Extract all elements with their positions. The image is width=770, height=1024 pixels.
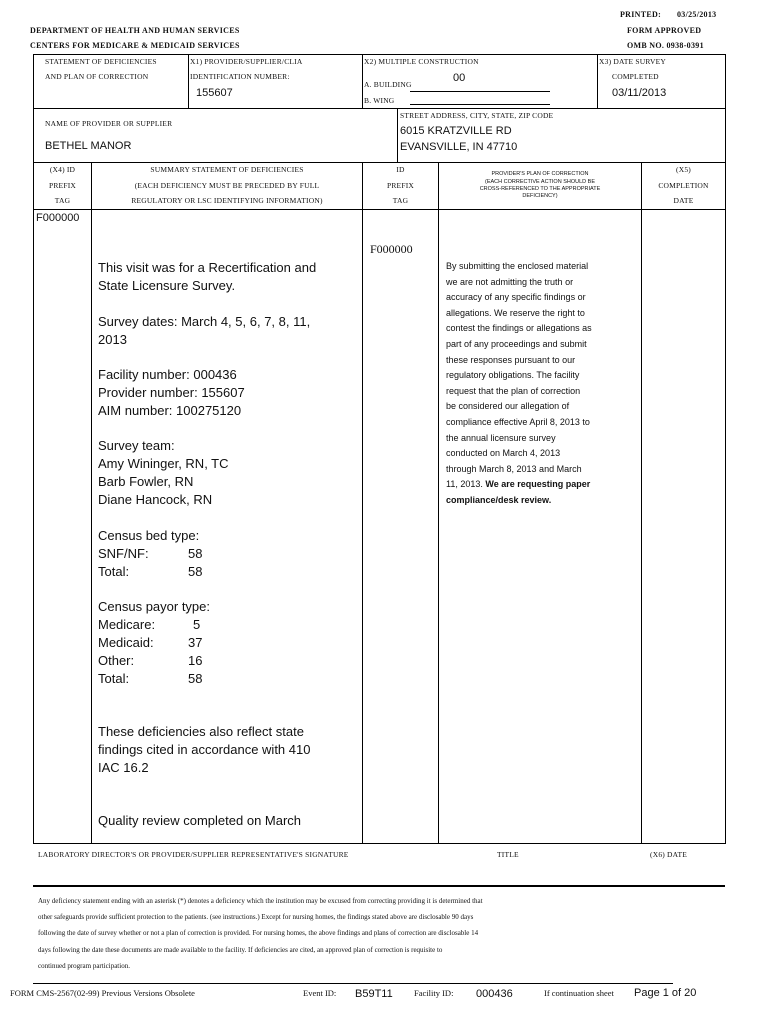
poc-line: accuracy of any specific findings or [446,292,586,303]
facility-id-value: 000436 [476,988,513,1000]
id-label-1: ID [396,165,405,174]
poc-line: By submitting the enclosed material [446,261,589,271]
deficiencies-line: findings cited in accordance with 410 [98,742,311,757]
facility-number: Facility number: 000436 [98,367,237,382]
address-line-2: EVANSVILLE, IN 47710 [400,141,518,153]
disclaimer-line: other safeguards provide sufficient protection to the patients. (see instructions.) Except for nursing homes, the findings stated above are disclosable 90 days [38,913,474,922]
survey-team [98,437,229,509]
provider-name-label: NAME OF PROVIDER OR SUPPLIER [45,119,173,128]
title-label: TITLE [497,850,519,859]
aim-number: AIM number: 100275120 [98,403,242,418]
poc-line: part of any proceedings and submit [446,338,587,349]
census-row: Other: 16 [98,653,203,668]
team-member: Amy Wininger, RN, TC [98,456,229,471]
poc-line: request that the plan of correction [446,385,581,396]
poc-line: we are not admitting the truth or [446,276,574,287]
printed-label: PRINTED: [620,10,662,19]
disclaimer-line: days following the date these documents are made available to the facility. If deficiencies are cited, an approved plan of correction is requisite to [38,945,443,954]
poc-line: these responses pursuant to our [446,354,576,365]
x5-label-2: COMPLETION [658,181,709,190]
printed-date: 03/25/2013 [677,10,717,19]
x5-label-1: (X5) [676,165,691,174]
x2-label: X2) MULTIPLE CONSTRUCTION [364,57,479,66]
building-label: A. BUILDING [364,80,412,89]
omb-number: OMB NO. 0938-0391 [627,41,704,50]
department-title: DEPARTMENT OF HEALTH AND HUMAN SERVICES [30,26,240,35]
census-bed [98,527,202,581]
census-payor [98,598,210,688]
disclaimer-line: following the date of survey whether or not a plan of correction is provided. For nursing homes, the above findings and plans of correction are disclosable 14 [38,929,479,938]
poc-line: compliance effective April 8, 2013 to [446,416,590,427]
poc-label-3: CROSS-REFERENCED TO THE APPROPRIATE [479,186,601,192]
plan-of-correction-text [446,259,616,509]
address-line-1: 6015 KRATZVILLE RD [400,125,512,137]
building-value: 00 [453,72,466,84]
deficiencies-paragraph [98,723,310,777]
deficiencies-line: These deficiencies also reflect state [98,724,304,739]
census-payor-label: Census payor type: [98,599,211,614]
wing-label: B. WING [364,96,395,105]
right-prefix-tag: F000000 [370,242,413,256]
poc-line: compliance/desk review. [446,494,552,505]
poc-line: the annual licensure survey [446,432,556,443]
provider-number: Provider number: 155607 [98,385,245,400]
form-approved: FORM APPROVED [627,26,702,35]
team-member: Barb Fowler, RN [98,474,194,489]
disclaimer-line: continued program participation. [38,961,130,970]
form-number: FORM CMS-2567(02-99) Previous Versions Obsolete [10,988,195,998]
x5-label-3: DATE [673,196,694,205]
x3-label-2: COMPLETED [612,72,659,81]
intro-line: State Licensure Survey. [98,278,236,293]
statement-label-2: AND PLAN OF CORRECTION [45,72,149,81]
poc-label-1: PROVIDER'S PLAN OF CORRECTION [491,171,589,177]
provider-id: 155607 [196,87,233,99]
poc-line: contest the findings or allegations as [446,323,592,334]
poc-line: 11, 2013. We are requesting paper [446,479,591,490]
survey-team-label: Survey team: [98,438,175,453]
continuation-label: If continuation sheet [544,988,614,998]
poc-label-2: (EACH CORRECTIVE ACTION SHOULD BE [484,179,596,185]
deficiencies-line: IAC 16.2 [98,760,149,775]
x4-label-3: TAG [54,196,71,205]
x1-label-1: X1) PROVIDER/SUPPLIER/CLIA [190,57,303,66]
x4-label-2: PREFIX [48,181,77,190]
page-number: Page 1 of 20 [634,987,697,999]
provider-name: BETHEL MANOR [45,140,132,152]
event-id-value: B59T11 [355,988,393,1000]
disclaimer-line: Any deficiency statement ending with an asterisk (*) denotes a deficiency which the institution may be excused from correcting providing it is determined that [38,897,483,905]
left-prefix-tag: F000000 [36,212,80,224]
census-row: Medicare: 5 [98,617,201,632]
survey-dates-line: 2013 [98,332,127,347]
poc-label-4: DEFICIENCY) [522,193,558,199]
x1-label-2: IDENTIFICATION NUMBER: [190,72,290,81]
summary-label-2: (EACH DEFICIENCY MUST BE PRECEDED BY FULL [134,181,320,190]
statement-label-1: STATEMENT OF DEFICIENCIES [45,57,157,66]
intro-paragraph [98,259,316,295]
quality-review: Quality review completed on March [98,813,302,828]
survey-dates [98,313,310,349]
poc-line: regulatory obligations. The facility [446,370,580,381]
census-row: Total: 58 [98,671,203,686]
census-row: Medicaid: 37 [98,635,203,650]
signature-label: LABORATORY DIRECTOR'S OR PROVIDER/SUPPLIER REPRESENTATIVE'S SIGNATURE [38,850,349,859]
x4-label-1: (X4) ID [49,165,76,174]
census-row: Total: 58 [98,564,203,579]
id-label-3: TAG [392,196,409,205]
centers-title: CENTERS FOR MEDICARE & MEDICAID SERVICES [30,41,240,50]
x3-label-1: X3) DATE SURVEY [599,57,666,66]
address-label: STREET ADDRESS, CITY, STATE, ZIP CODE [400,111,554,120]
poc-line: through March 8, 2013 and March [446,463,582,474]
team-member: Diane Hancock, RN [98,492,213,507]
poc-line: be considered our allegation of [446,401,570,412]
date-label: (X6) DATE [650,850,688,859]
id-label-2: PREFIX [386,181,415,190]
survey-dates-line: Survey dates: March 4, 5, 6, 7, 8, 11, [98,314,311,329]
summary-label-1: SUMMARY STATEMENT OF DEFICIENCIES [150,165,304,174]
disclaimer [38,893,483,974]
facility-info [98,366,245,420]
summary-label-3: REGULATORY OR LSC IDENTIFYING INFORMATION) [131,196,323,205]
event-id-label: Event ID: [303,988,337,998]
survey-date: 03/11/2013 [612,87,667,99]
census-bed-label: Census bed type: [98,528,200,543]
census-row: SNF/NF: 58 [98,546,203,561]
poc-line: allegations. We reserve the right to [446,307,585,318]
poc-line: conducted on March 4, 2013 [446,448,561,459]
intro-line: This visit was for a Recertification and [98,260,317,275]
facility-id-label: Facility ID: [414,988,454,998]
